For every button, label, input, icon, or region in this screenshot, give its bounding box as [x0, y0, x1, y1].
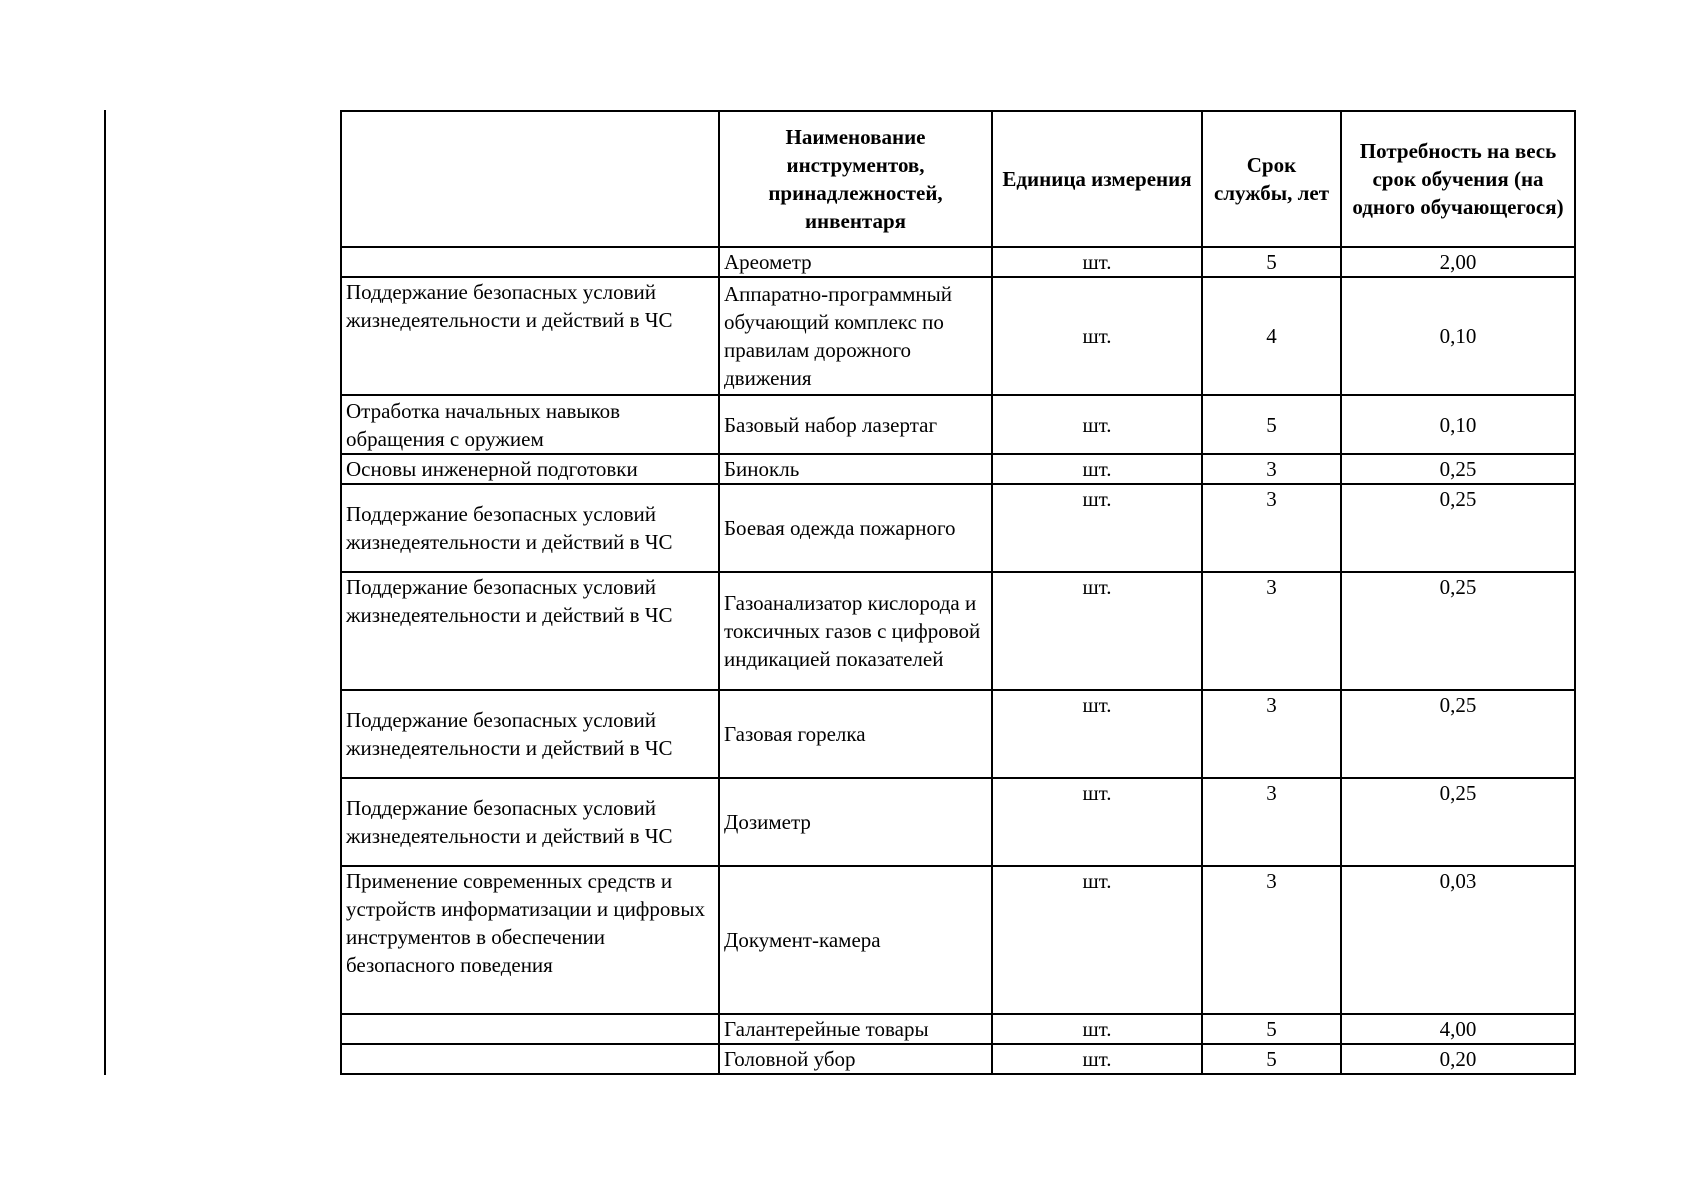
table-row [341, 690, 1575, 778]
table-row [341, 1044, 1575, 1074]
cell-unit: шт. [992, 395, 1202, 454]
cell-item-name: Головной убор [719, 1044, 992, 1074]
cell-item-name: Базовый набор лазертаг [719, 395, 992, 454]
cell-unit: шт. [992, 484, 1202, 572]
cell-need: 0,10 [1341, 277, 1575, 395]
header-subject [341, 111, 719, 247]
table-row [341, 247, 1575, 277]
cell-item-name: Аппаратно-программный обучающий комплекс по правилам дорожного движения [719, 277, 992, 395]
cell-subject [341, 1014, 719, 1044]
table-row [341, 454, 1575, 484]
table-row [341, 395, 1575, 454]
cell-subject: Поддержание безопасных условий жизнедеятельности и действий в ЧС [341, 277, 719, 395]
cell-need: 2,00 [1341, 247, 1575, 277]
cell-unit: шт. [992, 1044, 1202, 1074]
cell-item-name: Бинокль [719, 454, 992, 484]
cell-item-name: Ареометр [719, 247, 992, 277]
cell-need: 0,03 [1341, 866, 1575, 1014]
table-row [341, 1014, 1575, 1044]
cell-subject: Поддержание безопасных условий жизнедеятельности и действий в ЧС [341, 778, 719, 866]
cell-subject: Поддержание безопасных условий жизнедеятельности и действий в ЧС [341, 690, 719, 778]
cell-service-life: 3 [1202, 572, 1341, 690]
cell-unit: шт. [992, 690, 1202, 778]
cell-need: 4,00 [1341, 1014, 1575, 1044]
cell-item-name: Газоанализатор кислорода и токсичных газов с цифровой индикацией показателей [719, 572, 992, 690]
cell-service-life: 4 [1202, 277, 1341, 395]
cell-service-life: 3 [1202, 866, 1341, 1014]
cell-need: 0,20 [1341, 1044, 1575, 1074]
cell-need: 0,25 [1341, 454, 1575, 484]
cell-subject [341, 247, 719, 277]
cell-need: 0,25 [1341, 778, 1575, 866]
cell-unit: шт. [992, 866, 1202, 1014]
table-header-row [341, 111, 1575, 247]
cell-subject: Применение современных средств и устройств информатизации и цифровых инструментов в обеспечении безопасного поведения [341, 866, 719, 1014]
cell-service-life: 3 [1202, 778, 1341, 866]
cell-subject: Поддержание безопасных условий жизнедеятельности и действий в ЧС [341, 572, 719, 690]
cell-subject: Отработка начальных навыков обращения с оружием [341, 395, 719, 454]
cell-service-life: 5 [1202, 1044, 1341, 1074]
cell-unit: шт. [992, 247, 1202, 277]
cell-need: 0,25 [1341, 484, 1575, 572]
table-row [341, 866, 1575, 1014]
cell-subject: Основы инженерной подготовки [341, 454, 719, 484]
cell-unit: шт. [992, 1014, 1202, 1044]
cell-need: 0,25 [1341, 690, 1575, 778]
cell-service-life: 5 [1202, 247, 1341, 277]
cell-need: 0,25 [1341, 572, 1575, 690]
cell-item-name: Дозиметр [719, 778, 992, 866]
cell-item-name: Галантерейные товары [719, 1014, 992, 1044]
cell-unit: шт. [992, 454, 1202, 484]
cell-unit: шт. [992, 572, 1202, 690]
cell-subject [341, 1044, 719, 1074]
header-service-life: Срок службы, лет [1202, 111, 1341, 247]
cell-subject: Поддержание безопасных условий жизнедеятельности и действий в ЧС [341, 484, 719, 572]
cell-service-life: 5 [1202, 395, 1341, 454]
table-row [341, 484, 1575, 572]
cell-service-life: 3 [1202, 454, 1341, 484]
cell-unit: шт. [992, 778, 1202, 866]
header-unit: Единица измерения [992, 111, 1202, 247]
header-item-name: Наименование инструментов, принадлежностей, инвентаря [719, 111, 992, 247]
page-margin-line [104, 110, 106, 1075]
cell-service-life: 3 [1202, 690, 1341, 778]
table-row [341, 277, 1575, 395]
cell-need: 0,10 [1341, 395, 1575, 454]
table-row [341, 572, 1575, 690]
header-need: Потребность на весь срок обучения (на одного обучающегося) [1341, 111, 1575, 247]
cell-service-life: 5 [1202, 1014, 1341, 1044]
cell-unit: шт. [992, 277, 1202, 395]
cell-item-name: Боевая одежда пожарного [719, 484, 992, 572]
cell-item-name: Газовая горелка [719, 690, 992, 778]
cell-item-name: Документ-камера [719, 866, 992, 1014]
inventory-table [340, 110, 1576, 1075]
cell-service-life: 3 [1202, 484, 1341, 572]
table-row [341, 778, 1575, 866]
